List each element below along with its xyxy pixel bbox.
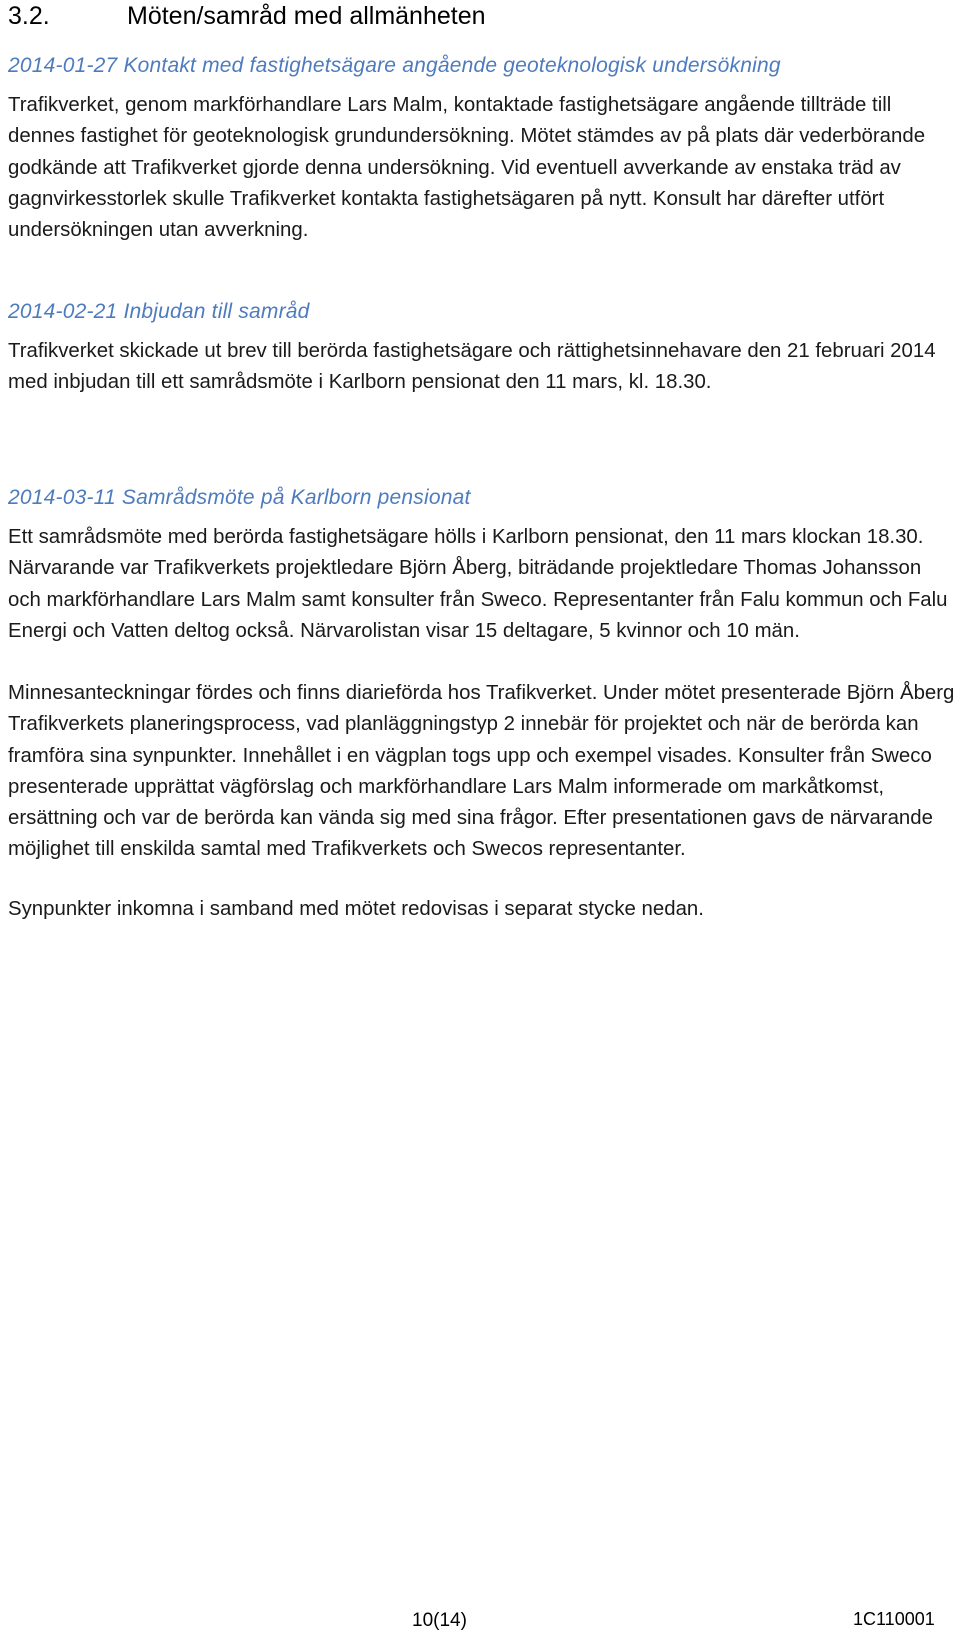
entry-paragraph-samradsmote-3: Synpunkter inkomna i samband med mötet redovisas i separat stycke nedan. [8,898,704,920]
section-title: Möten/samråd med allmänheten [127,2,486,30]
section-heading [0,0,960,36]
entry-paragraph-geoteknologisk: Trafikverket, genom markförhandlare Lars Malm, kontaktade fastighetsägare angående tillträde till dennes fastighet för geoteknologisk grundundersökning. Mötet stämdes av på plats där vederbörande godkände att Trafikverket gjorde denna undersökning. Vid eventuell avverkande av enstaka träd av gagnvirkesstorlek skulle Trafikverket kontakta fastighetsägaren på nytt. Konsult har därefter utfört undersökningen utan avverkning. [8,94,926,242]
section-number: 3.2. [8,2,50,30]
entry-paragraph-samradsmote-1: Ett samrådsmöte med berörda fastighetsägare hölls i Karlborn pensionat, den 11 mars klockan 18.30. Närvarande var Trafikverkets projektledare Björn Åberg, biträdande projektledare Thomas Johansson och markförhandlare Lars Malm samt konsulter från Sweco. Representanter från Falu kommun och Falu Energi och Vatten deltog också. Närvarolistan visar 15 deltagare, 5 kvinnor och 10 män. [8,526,948,642]
entry-heading-geoteknologisk: 2014-01-27 Kontakt med fastighetsägare angående geoteknologisk undersökning [8,54,781,77]
document-code: 1C110001 [853,1609,935,1629]
entry-heading-samradsmote: 2014-03-11 Samrådsmöte på Karlborn pensionat [8,486,471,509]
entry-heading-inbjudan: 2014-02-21 Inbjudan till samråd [8,300,310,323]
page-number: 10(14) [412,1610,467,1631]
entry-paragraph-inbjudan: Trafikverket skickade ut brev till berörda fastighetsägare och rättighetsinnehavare den 21 februari 2014 med inbjudan till ett samrådsmöte i Karlborn pensionat den 11 mars, kl. 18.30. [8,340,936,394]
entry-paragraph-samradsmote-2: Minnesanteckningar fördes och finns diarieförda hos Trafikverket. Under mötet presenterade Björn Åberg Trafikverkets planeringsprocess, vad planläggningstyp 2 innebär för projektet och när de berörda kan framföra sina synpunkter. Innehållet i en vägplan togs upp och exempel visades. Konsulter från Sweco presenterade upprättat vägförslag och markförhandlare Lars Malm informerade om markåtkomst, ersättning och var de berörda kan vända sig med sina frågor. Efter presentationen gavs de närvarande möjlighet till enskilda samtal med Trafikverkets och Swecos representanter. [8,682,955,861]
